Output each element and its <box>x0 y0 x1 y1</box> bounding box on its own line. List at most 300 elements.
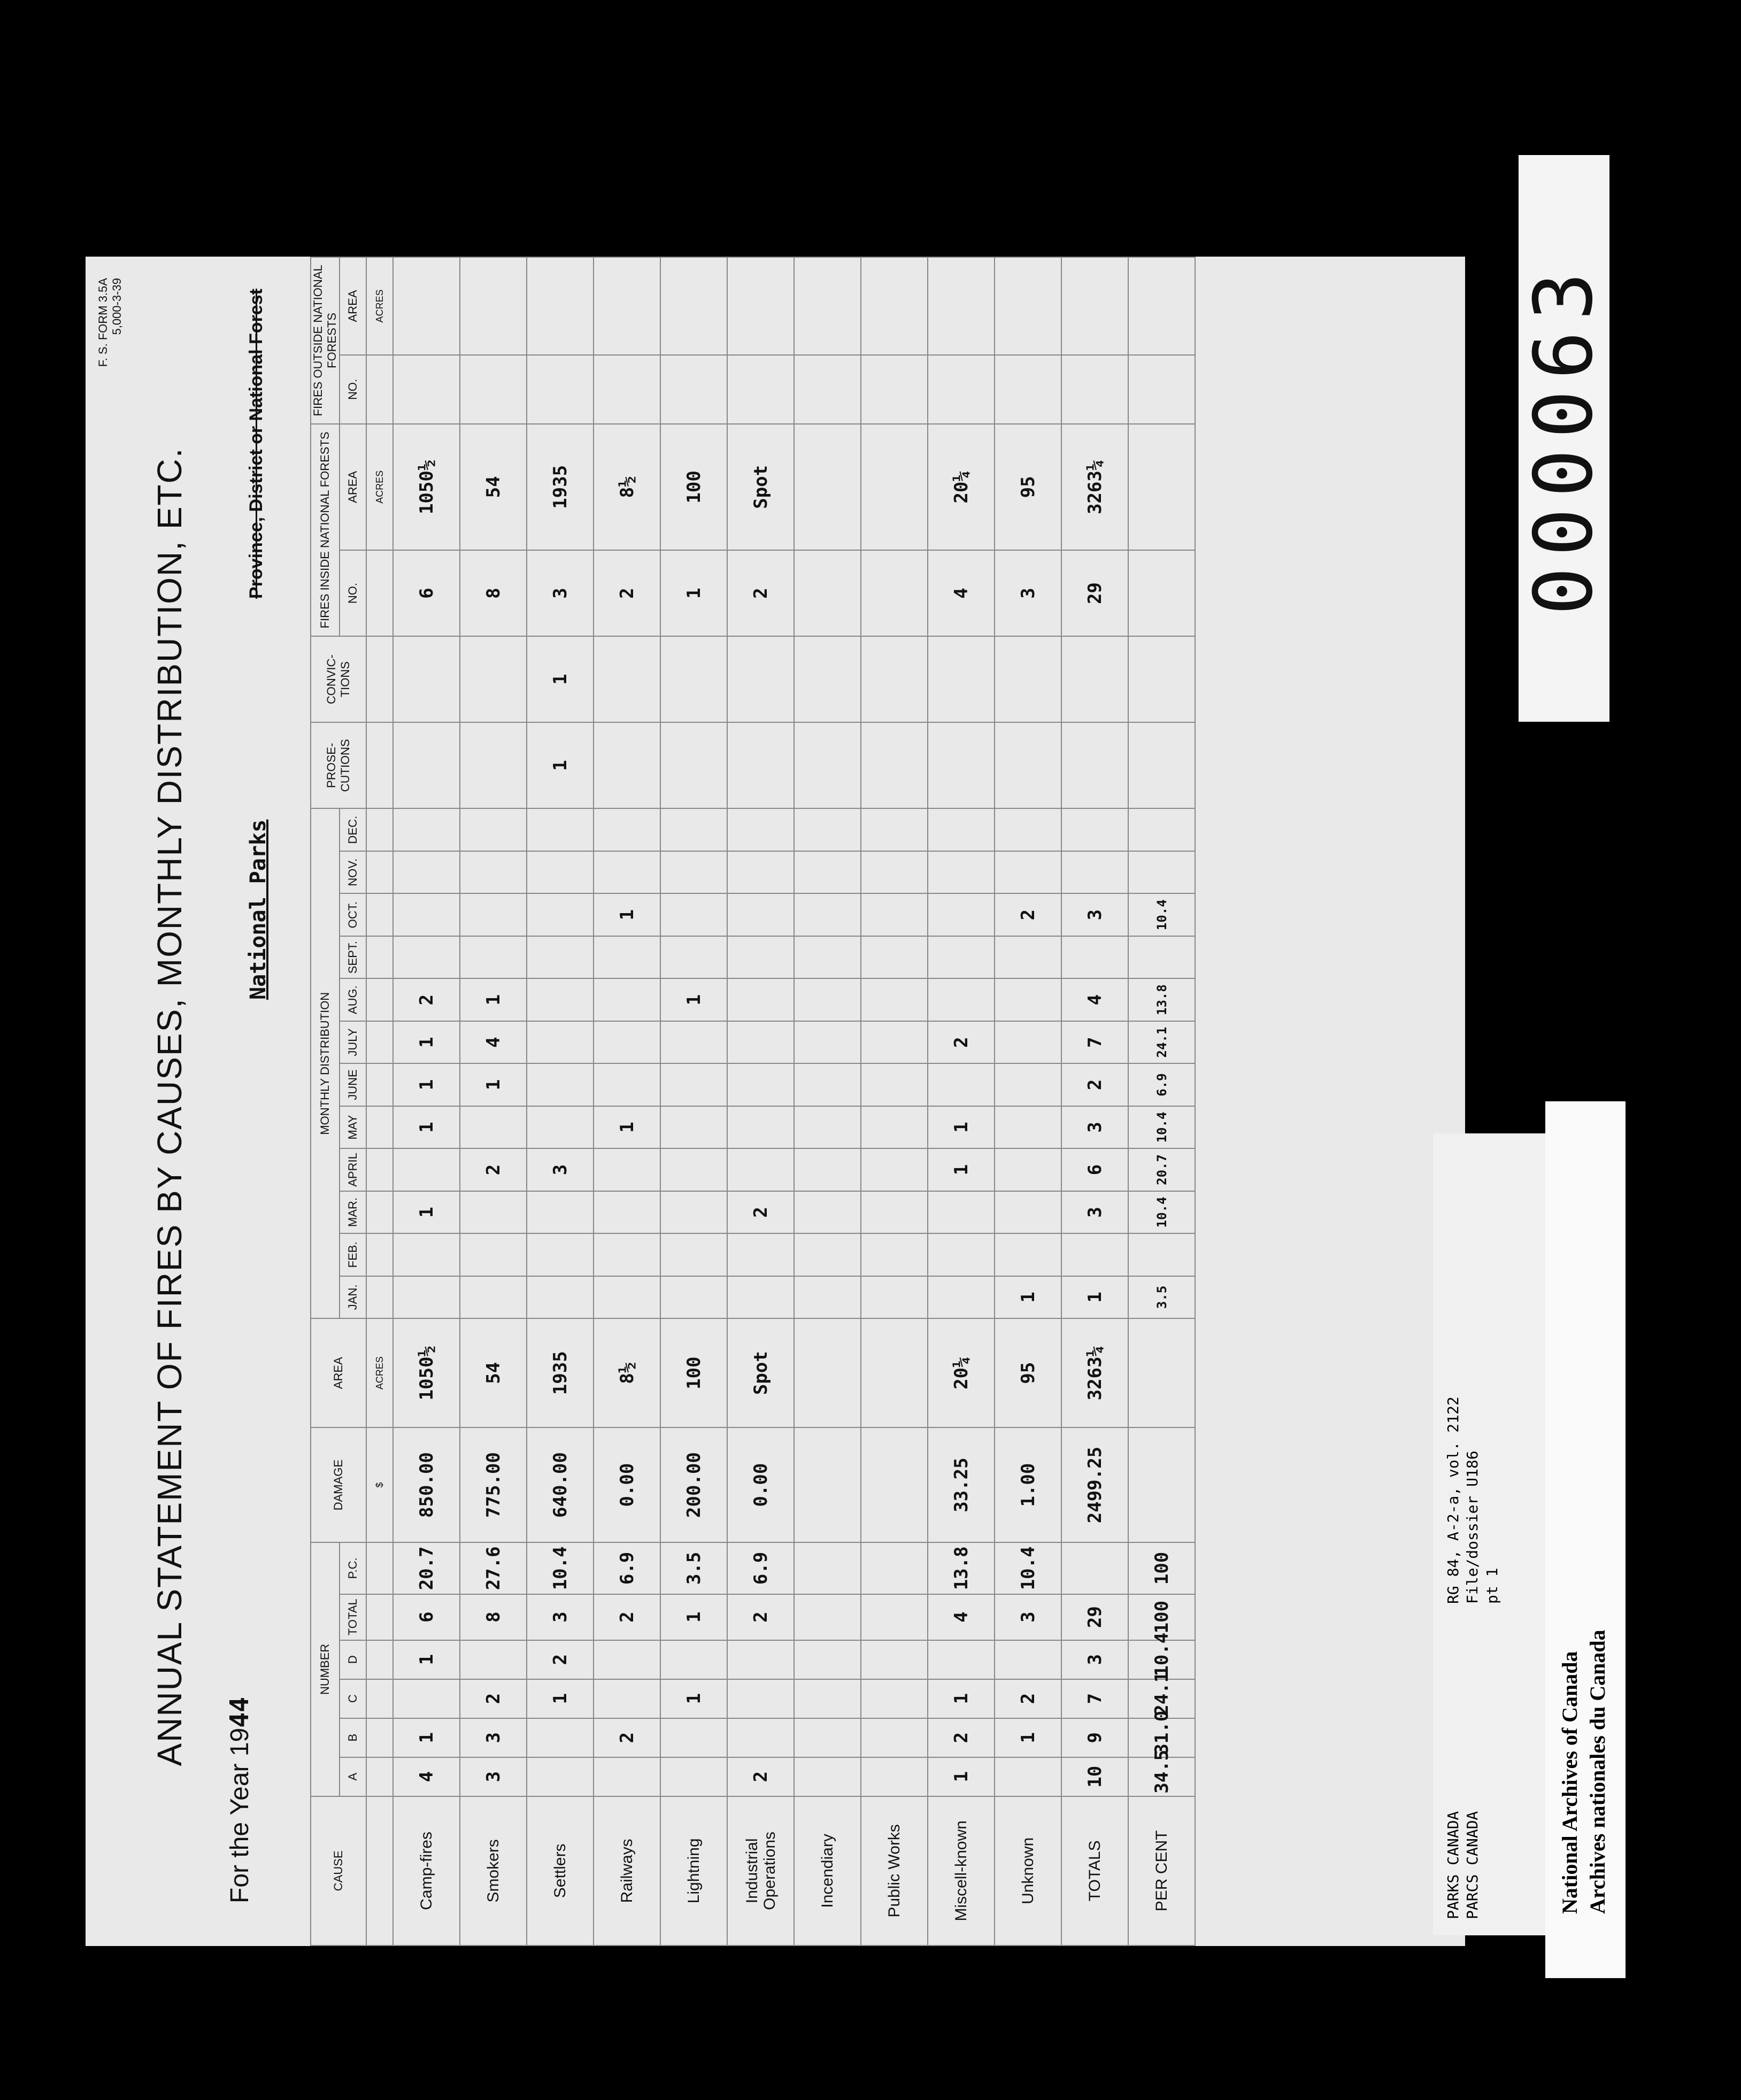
area-cell: 8½ <box>594 1318 660 1427</box>
prosecutions-cell <box>794 722 861 808</box>
unit-acres: ACRES <box>366 1318 393 1427</box>
month-cell: 3 <box>527 1148 594 1191</box>
month-cell <box>460 936 527 978</box>
year-label: For the Year 19 <box>226 1727 254 1903</box>
number-a-cell: 34.5 <box>1128 1757 1195 1796</box>
month-cell <box>861 936 928 978</box>
table-row <box>928 257 995 1945</box>
convictions-cell <box>460 636 527 722</box>
table-row <box>861 257 928 1945</box>
month-cell: 1 <box>995 1276 1061 1318</box>
prosecutions-cell <box>393 722 460 808</box>
month-cell <box>727 1148 794 1191</box>
area-cell: 100 <box>660 1318 727 1427</box>
month-cell <box>995 1106 1061 1148</box>
month-cell <box>393 1233 460 1276</box>
units-row <box>366 257 393 1945</box>
unit-outside-acres: ACRES <box>366 257 393 355</box>
pc-cell: 20.7 <box>393 1542 460 1594</box>
cause-cell: Settlers <box>527 1796 594 1945</box>
archives-en: National Archives of Canada <box>1558 1651 1582 1914</box>
number-d-cell <box>794 1640 861 1679</box>
number-total-cell: 4 <box>928 1594 995 1640</box>
number-total-cell <box>794 1594 861 1640</box>
outside-no-cell <box>1128 355 1195 424</box>
month-cell <box>995 1063 1061 1106</box>
number-total-cell: 2 <box>727 1594 794 1640</box>
convictions-cell <box>861 636 928 722</box>
number-a-cell: 2 <box>727 1757 794 1796</box>
month-cell <box>460 851 527 893</box>
convictions-cell <box>1128 636 1195 722</box>
month-cell <box>727 1021 794 1063</box>
number-a-cell: 3 <box>460 1757 527 1796</box>
month-cell <box>460 893 527 936</box>
month-cell <box>594 1021 660 1063</box>
month-cell <box>594 808 660 851</box>
header-month: SEPT. <box>340 936 366 978</box>
month-cell <box>460 808 527 851</box>
pc-cell <box>861 1542 928 1594</box>
month-cell <box>393 893 460 936</box>
area-cell: 20¼ <box>928 1318 995 1427</box>
month-cell: 4 <box>460 1021 527 1063</box>
table-row <box>995 257 1061 1945</box>
month-cell <box>794 978 861 1021</box>
month-cell: 24.1 <box>1128 1021 1195 1063</box>
month-cell <box>1061 808 1128 851</box>
month-cell <box>727 1106 794 1148</box>
outside-no-cell <box>460 355 527 424</box>
number-c-cell: 2 <box>460 1679 527 1718</box>
number-a-cell: 1 <box>928 1757 995 1796</box>
damage-cell: 0.00 <box>727 1427 794 1542</box>
area-cell: 54 <box>460 1318 527 1427</box>
number-total-cell: 6 <box>393 1594 460 1640</box>
table-row <box>660 257 727 1945</box>
month-cell <box>995 1021 1061 1063</box>
pc-cell: 27.6 <box>460 1542 527 1594</box>
header-month: DEC. <box>340 808 366 851</box>
month-cell: 20.7 <box>1128 1148 1195 1191</box>
area-cell <box>861 1318 928 1427</box>
cause-cell: Camp-fires <box>393 1796 460 1945</box>
cause-cell: Industrial Operations <box>727 1796 794 1945</box>
cause-cell: Railways <box>594 1796 660 1945</box>
month-cell: 6 <box>1061 1148 1128 1191</box>
month-cell <box>928 1233 995 1276</box>
area-cell: 1050½ <box>393 1318 460 1427</box>
month-cell <box>393 808 460 851</box>
month-cell <box>928 1063 995 1106</box>
pc-cell: 13.8 <box>928 1542 995 1594</box>
number-b-cell <box>660 1718 727 1757</box>
month-cell: 1 <box>928 1148 995 1191</box>
damage-cell: 775.00 <box>460 1427 527 1542</box>
number-c-cell: 1 <box>527 1679 594 1718</box>
month-cell <box>861 893 928 936</box>
area-cell: 1935 <box>527 1318 594 1427</box>
year-value: 44 <box>225 1696 255 1728</box>
prosecutions-cell <box>928 722 995 808</box>
outside-area-cell <box>995 257 1061 355</box>
inside-area-cell <box>794 424 861 550</box>
month-cell: 7 <box>1061 1021 1128 1063</box>
header-month: JULY <box>340 1021 366 1063</box>
year-line <box>225 1697 255 1903</box>
month-cell <box>995 936 1061 978</box>
number-d-cell <box>660 1640 727 1679</box>
month-cell <box>928 808 995 851</box>
header-month: JUNE <box>340 1063 366 1106</box>
month-cell <box>594 1233 660 1276</box>
outside-area-cell <box>594 257 660 355</box>
header-outside: FIRES OUTSIDE NATIONAL FORESTS <box>311 257 340 424</box>
number-total-cell: 8 <box>460 1594 527 1640</box>
header-month: MAR. <box>340 1191 366 1233</box>
month-cell <box>393 851 460 893</box>
month-cell <box>660 851 727 893</box>
number-d-cell: 2 <box>527 1640 594 1679</box>
month-cell: 1 <box>928 1106 995 1148</box>
month-cell <box>995 808 1061 851</box>
month-cell <box>794 936 861 978</box>
number-b-cell <box>794 1718 861 1757</box>
number-b-cell: 1 <box>995 1718 1061 1757</box>
prosecutions-cell <box>660 722 727 808</box>
number-d-cell <box>928 1640 995 1679</box>
damage-cell: 1.00 <box>995 1427 1061 1542</box>
number-total-cell: 100 <box>1128 1594 1195 1640</box>
number-c-cell <box>727 1679 794 1718</box>
number-c-cell <box>393 1679 460 1718</box>
number-d-cell: 3 <box>1061 1640 1128 1679</box>
month-cell: 1 <box>460 1063 527 1106</box>
month-cell: 1 <box>393 1191 460 1233</box>
header-damage: DAMAGE <box>311 1427 366 1542</box>
inside-area-cell: 1935 <box>527 424 594 550</box>
header-outside-area: AREA <box>340 257 366 355</box>
month-cell <box>660 1063 727 1106</box>
area-cell: 3263¼ <box>1061 1318 1128 1427</box>
header-month: JAN. <box>340 1276 366 1318</box>
month-cell <box>527 978 594 1021</box>
month-cell <box>794 1148 861 1191</box>
month-cell <box>861 1276 928 1318</box>
month-cell <box>660 1106 727 1148</box>
number-a-cell <box>660 1757 727 1796</box>
number-d-cell <box>861 1640 928 1679</box>
convictions-cell <box>995 636 1061 722</box>
pc-cell: 10.4 <box>995 1542 1061 1594</box>
number-b-cell: 2 <box>594 1718 660 1757</box>
table-row <box>527 257 594 1945</box>
damage-cell: 2499.25 <box>1061 1427 1128 1542</box>
outside-area-cell <box>527 257 594 355</box>
header-c: C <box>340 1679 366 1718</box>
number-c-cell: 2 <box>995 1679 1061 1718</box>
month-cell: 10.4 <box>1128 893 1195 936</box>
month-cell <box>727 1276 794 1318</box>
table-row <box>393 257 460 1945</box>
cause-cell: PER CENT <box>1128 1796 1195 1945</box>
pc-cell: 3.5 <box>660 1542 727 1594</box>
month-cell <box>660 1233 727 1276</box>
number-c-cell: 7 <box>1061 1679 1128 1718</box>
month-cell <box>660 893 727 936</box>
month-cell <box>928 978 995 1021</box>
damage-cell: 640.00 <box>527 1427 594 1542</box>
month-cell <box>393 1276 460 1318</box>
month-cell <box>995 851 1061 893</box>
number-a-cell <box>995 1757 1061 1796</box>
month-cell: 2 <box>393 978 460 1021</box>
archive-number: 000063 <box>1517 261 1611 615</box>
header-prosecutions: PROSE-CUTIONS <box>311 722 366 808</box>
inside-no-cell: 29 <box>1061 550 1128 636</box>
month-cell: 2 <box>727 1191 794 1233</box>
header-number: NUMBER <box>311 1542 340 1796</box>
header-a: A <box>340 1757 366 1796</box>
month-cell <box>660 1148 727 1191</box>
header-cause: CAUSE <box>311 1796 366 1945</box>
month-cell <box>460 1191 527 1233</box>
month-cell: 2 <box>460 1148 527 1191</box>
number-b-cell: 31.0 <box>1128 1718 1195 1757</box>
month-cell <box>594 1276 660 1318</box>
header-month: OCT. <box>340 893 366 936</box>
outside-area-cell <box>660 257 727 355</box>
month-cell <box>1061 851 1128 893</box>
convictions-cell: 1 <box>527 636 594 722</box>
month-cell: 3 <box>1061 893 1128 936</box>
table-body <box>366 257 1195 1945</box>
month-cell <box>861 1233 928 1276</box>
month-cell <box>794 851 861 893</box>
month-cell <box>527 1106 594 1148</box>
month-cell <box>727 893 794 936</box>
inside-no-cell <box>861 550 928 636</box>
table-row <box>594 257 660 1945</box>
number-a-cell: 10 <box>1061 1757 1128 1796</box>
inside-area-cell: 20¼ <box>928 424 995 550</box>
inside-area-cell: 100 <box>660 424 727 550</box>
number-a-cell <box>794 1757 861 1796</box>
month-cell <box>527 1063 594 1106</box>
pc-cell: 6.9 <box>594 1542 660 1594</box>
header-d: D <box>340 1640 366 1679</box>
header-outside-no: NO. <box>340 355 366 424</box>
header-area: AREA <box>311 1318 366 1427</box>
number-a-cell: 4 <box>393 1757 460 1796</box>
month-cell <box>1128 1233 1195 1276</box>
convictions-cell <box>727 636 794 722</box>
month-cell <box>393 936 460 978</box>
unit-inside-acres: ACRES <box>366 424 393 550</box>
number-c-cell: 24.1 <box>1128 1679 1195 1718</box>
convictions-cell <box>1061 636 1128 722</box>
number-d-cell <box>594 1640 660 1679</box>
header-month: AUG. <box>340 978 366 1021</box>
number-b-cell: 2 <box>928 1718 995 1757</box>
month-cell <box>660 1021 727 1063</box>
month-cell <box>794 893 861 936</box>
header-inside-no: NO. <box>340 550 366 636</box>
month-cell <box>527 1233 594 1276</box>
form-number-text: F. S. FORM 3.5A <box>96 278 110 367</box>
table-row <box>727 257 794 1945</box>
inside-area-cell: 95 <box>995 424 1061 550</box>
cause-cell: Smokers <box>460 1796 527 1945</box>
damage-cell <box>1128 1427 1195 1542</box>
prosecutions-cell <box>861 722 928 808</box>
month-cell <box>995 1148 1061 1191</box>
month-cell: 1 <box>393 1063 460 1106</box>
archive-number-stamp <box>1519 155 1609 722</box>
inside-area-cell <box>1128 424 1195 550</box>
inside-area-cell: 8½ <box>594 424 660 550</box>
number-d-cell: 10.4 <box>1128 1640 1195 1679</box>
header-month: NOV. <box>340 851 366 893</box>
month-cell <box>995 1233 1061 1276</box>
convictions-cell <box>594 636 660 722</box>
area-cell <box>1128 1318 1195 1427</box>
convictions-cell <box>928 636 995 722</box>
prosecutions-cell <box>460 722 527 808</box>
month-cell <box>527 851 594 893</box>
number-b-cell <box>527 1718 594 1757</box>
header-month: MAY <box>340 1106 366 1148</box>
inside-no-cell: 3 <box>995 550 1061 636</box>
fire-statement-form <box>86 257 1465 1946</box>
month-cell <box>1061 936 1128 978</box>
damage-cell <box>794 1427 861 1542</box>
month-cell <box>660 808 727 851</box>
month-cell <box>527 1276 594 1318</box>
number-total-cell: 29 <box>1061 1594 1128 1640</box>
area-cell: 95 <box>995 1318 1061 1427</box>
header-month: APRIL <box>340 1148 366 1191</box>
number-total-cell: 3 <box>527 1594 594 1640</box>
month-cell <box>861 1021 928 1063</box>
inside-no-cell: 8 <box>460 550 527 636</box>
month-cell: 4 <box>1061 978 1128 1021</box>
cause-cell: Public Works <box>861 1796 928 1945</box>
inside-area-cell: 54 <box>460 424 527 550</box>
header-b: B <box>340 1718 366 1757</box>
month-cell <box>727 808 794 851</box>
month-cell <box>1061 1233 1128 1276</box>
convictions-cell <box>393 636 460 722</box>
month-cell: 1 <box>460 978 527 1021</box>
inside-no-cell <box>1128 550 1195 636</box>
damage-cell: 850.00 <box>393 1427 460 1542</box>
month-cell: 1 <box>393 1021 460 1063</box>
month-cell <box>727 1233 794 1276</box>
parks-canada-label: PARKS CANADA PARCS CANADA <box>1444 1811 1482 1919</box>
archives-fr: Archives nationales du Canada <box>1585 1630 1609 1914</box>
archives-card-text <box>1545 973 1647 1978</box>
month-cell <box>861 851 928 893</box>
outside-area-cell <box>1061 257 1128 355</box>
outside-area-cell <box>393 257 460 355</box>
number-total-cell: 3 <box>995 1594 1061 1640</box>
month-cell <box>861 1106 928 1148</box>
cause-cell: Lightning <box>660 1796 727 1945</box>
number-a-cell <box>594 1757 660 1796</box>
month-cell <box>527 1021 594 1063</box>
area-cell <box>794 1318 861 1427</box>
month-cell: 3.5 <box>1128 1276 1195 1318</box>
month-cell: 1 <box>1061 1276 1128 1318</box>
month-cell <box>794 1233 861 1276</box>
convictions-cell <box>794 636 861 722</box>
month-cell <box>928 936 995 978</box>
month-cell <box>594 978 660 1021</box>
header-monthly: MONTHLY DISTRIBUTION <box>311 808 340 1318</box>
form-title: ANNUAL STATEMENT OF FIRES BY CAUSES, MONTHLY DISTRIBUTION, ETC. <box>150 447 189 1766</box>
outside-no-cell <box>995 355 1061 424</box>
convictions-cell <box>660 636 727 722</box>
number-c-cell: 1 <box>660 1679 727 1718</box>
month-cell <box>594 851 660 893</box>
number-d-cell: 1 <box>393 1640 460 1679</box>
outside-area-cell <box>1128 257 1195 355</box>
month-cell: 2 <box>995 893 1061 936</box>
month-cell <box>594 1063 660 1106</box>
month-cell <box>460 1106 527 1148</box>
header-convictions: CONVIC-TIONS <box>311 636 366 722</box>
inside-no-cell: 4 <box>928 550 995 636</box>
number-d-cell <box>727 1640 794 1679</box>
prosecutions-cell: 1 <box>527 722 594 808</box>
number-d-cell <box>995 1640 1061 1679</box>
month-cell <box>527 893 594 936</box>
cause-cell: TOTALS <box>1061 1796 1128 1945</box>
table-row <box>1128 257 1195 1945</box>
cause-cell: Miscell-known <box>928 1796 995 1945</box>
number-c-cell <box>861 1679 928 1718</box>
inside-no-cell: 2 <box>727 550 794 636</box>
outside-area-cell <box>928 257 995 355</box>
month-cell <box>1128 936 1195 978</box>
number-total-cell: 1 <box>660 1594 727 1640</box>
damage-cell: 200.00 <box>660 1427 727 1542</box>
header-total: TOTAL <box>340 1594 366 1640</box>
prosecutions-cell <box>594 722 660 808</box>
form-number <box>96 278 125 367</box>
month-cell: 1 <box>594 893 660 936</box>
month-cell <box>861 1063 928 1106</box>
header-inside: FIRES INSIDE NATIONAL FORESTS <box>311 424 340 636</box>
month-cell <box>727 1063 794 1106</box>
month-cell: 6.9 <box>1128 1063 1195 1106</box>
outside-no-cell <box>861 355 928 424</box>
month-cell <box>995 978 1061 1021</box>
table-row <box>1061 257 1128 1945</box>
month-cell <box>594 936 660 978</box>
month-cell <box>1128 851 1195 893</box>
month-cell: 2 <box>928 1021 995 1063</box>
month-cell <box>794 1106 861 1148</box>
month-cell <box>861 808 928 851</box>
month-cell <box>1128 808 1195 851</box>
area-cell: Spot <box>727 1318 794 1427</box>
month-cell <box>527 936 594 978</box>
inside-area-cell <box>861 424 928 550</box>
inside-no-cell <box>794 550 861 636</box>
number-total-cell <box>861 1594 928 1640</box>
